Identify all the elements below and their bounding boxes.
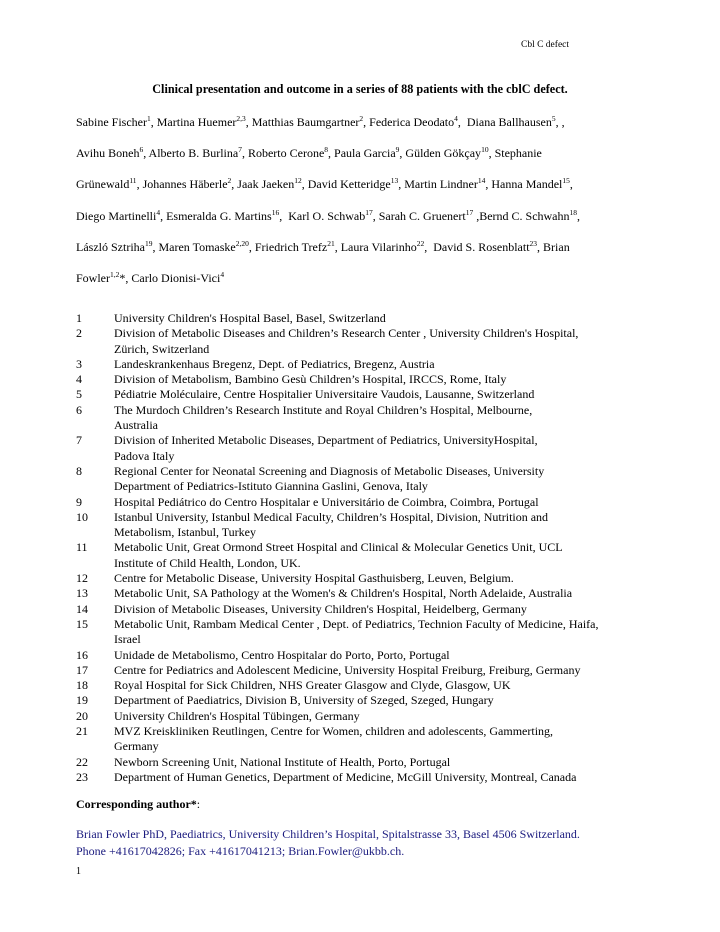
affiliation-line: Metabolism, Istanbul, Turkey <box>114 525 257 540</box>
contact-phone-email: Phone +41617042826; Fax +41617041213; Brian.Fowler@ukbb.ch. <box>76 844 405 858</box>
paper-title: Clinical presentation and outcome in a series of 88 patients with the cblC defect. <box>152 82 568 96</box>
affiliation-superscript: 22 <box>416 238 425 248</box>
affiliation-number: 20 <box>76 708 88 723</box>
affiliation-superscript: 4 <box>220 269 225 279</box>
affiliation-text <box>114 770 666 785</box>
author-name: Alberto B. Burlina <box>148 146 239 161</box>
affiliation-superscript: 10 <box>481 145 489 155</box>
affiliation-item <box>76 617 666 648</box>
corresponding-label-text: Corresponding author* <box>76 797 197 811</box>
affiliation-superscript: 2 <box>359 114 364 123</box>
author-separator: , <box>150 115 157 129</box>
affiliation-number: 19 <box>76 693 88 708</box>
affiliation-number: 3 <box>76 356 82 371</box>
affiliation-line: Istanbul University, Istanbul Medical Faculty, Children’s Hospital, Division, Nutrition and <box>114 509 549 524</box>
affiliation-item <box>76 311 666 326</box>
affiliation-line: Metabolic Unit, SA Pathology at the Women's & Children's Hospital, North Adelaide, Australia <box>114 586 573 601</box>
affiliation-text <box>114 663 666 678</box>
author-name: Johannes Häberle <box>142 177 228 192</box>
corresponding-author-label <box>76 797 200 812</box>
affiliation-number: 9 <box>76 494 82 509</box>
author-line <box>76 107 666 138</box>
affiliation-number: 23 <box>76 769 88 784</box>
affiliation-text <box>114 357 666 372</box>
affiliation-item <box>76 648 666 663</box>
author-name: Laura Vilarinho <box>340 239 417 254</box>
author-separator: , <box>488 146 495 161</box>
affiliation-text <box>114 586 666 601</box>
affiliation-superscript: 14 <box>477 176 486 186</box>
author-separator: , <box>424 239 434 254</box>
author-separator: , <box>363 115 370 129</box>
affiliation-text <box>114 678 666 693</box>
author-name: Matthias Baumgartner <box>251 115 360 129</box>
affiliation-superscript: 17 <box>365 207 373 217</box>
affiliation-text <box>114 311 666 326</box>
affiliation-item <box>76 387 666 402</box>
author-separator: , <box>301 177 308 192</box>
author-separator: , <box>334 239 341 254</box>
author-separator: , , <box>555 115 565 129</box>
affiliation-superscript: 6 <box>139 145 144 155</box>
affiliation-item <box>76 357 666 372</box>
affiliation-line: Division of Metabolic Diseases and Children’s Research Center , University Children's Hospital, <box>114 326 579 341</box>
affiliation-superscript: 8 <box>324 145 329 155</box>
author-name: Carlo Dionisi-Vici <box>131 270 221 285</box>
affiliation-item <box>76 663 666 678</box>
affiliation-superscript: 9 <box>395 145 400 155</box>
affiliation-text <box>114 693 666 708</box>
affiliation-superscript: 18 <box>569 207 578 217</box>
affiliation-text <box>114 648 666 663</box>
author-name: László Sztriha <box>76 239 145 254</box>
affiliation-line: Division of Metabolic Diseases, University Children's Hospital, Heidelberg, Germany <box>114 601 527 616</box>
author-separator: , <box>279 208 289 223</box>
affiliation-line: University Children's Hospital Tübingen, Germany <box>114 708 360 723</box>
affiliation-superscript: 4 <box>454 114 458 123</box>
affiliation-number: 17 <box>76 662 88 677</box>
author-separator: , <box>473 208 480 223</box>
author-name: Sarah C. Gruenert <box>378 208 466 223</box>
affiliation-number: 5 <box>76 387 82 402</box>
affiliation-text <box>114 617 666 648</box>
affiliation-superscript: 17 <box>465 207 474 217</box>
affiliation-superscript: 1,2 <box>110 269 120 279</box>
affiliation-line: Department of Paediatrics, Division B, University of Szeged, Szeged, Hungary <box>114 693 494 708</box>
affiliation-superscript: 13 <box>390 176 399 186</box>
affiliation-superscript: 16 <box>271 207 280 217</box>
affiliation-text <box>114 602 666 617</box>
affiliation-superscript: 12 <box>294 176 302 186</box>
author-separator: , <box>485 177 492 192</box>
author-name: Federica Deodato <box>369 115 455 129</box>
author-separator: , <box>231 177 238 192</box>
affiliation-line: Centre for Metabolic Disease, University Hospital Gasthuisberg, Leuven, Belgium. <box>114 571 514 586</box>
affiliation-text <box>114 433 666 464</box>
author-line <box>76 201 666 232</box>
affiliation-item <box>76 678 666 693</box>
author-separator: , <box>160 208 167 223</box>
affiliation-text <box>114 709 666 724</box>
affiliation-list <box>76 311 666 785</box>
affiliation-item <box>76 403 666 434</box>
page-number: 1 <box>76 866 81 877</box>
author-name: Hanna Mandel <box>491 177 563 192</box>
affiliation-line: Newborn Screening Unit, National Institute of Health, Porto, Portugal <box>114 754 451 769</box>
author-line <box>76 232 666 263</box>
affiliation-line: Division of Metabolism, Bambino Gesù Children’s Hospital, IRCCS, Rome, Italy <box>114 372 507 387</box>
affiliation-number: 12 <box>76 571 88 586</box>
affiliation-item <box>76 709 666 724</box>
affiliation-line: Department of Human Genetics, Department of Medicine, McGill University, Montreal, Canada <box>114 769 577 784</box>
affiliation-superscript: 2,20 <box>235 238 249 248</box>
affiliation-line: Pédiatrie Moléculaire, Centre Hospitalier Universitaire Vaudois, Lausanne, Switzerland <box>114 387 535 402</box>
author-name: Fowler <box>76 270 110 285</box>
affiliation-number: 4 <box>76 372 82 387</box>
author-name: Sabine Fischer <box>76 115 147 129</box>
affiliation-line: Department of Pediatrics-Istituto Giannina Gaslini, Genova, Italy <box>114 479 428 494</box>
author-separator: , <box>248 239 255 254</box>
affiliation-text <box>114 540 666 571</box>
author-name: Karl O. Schwab <box>288 208 366 223</box>
affiliation-text <box>114 495 666 510</box>
affiliation-item <box>76 571 666 586</box>
affiliation-number: 1 <box>76 311 82 325</box>
affiliation-number: 14 <box>76 601 88 616</box>
affiliation-line: Hospital Pediátrico do Centro Hospitalar e Universitário de Coimbra, Coimbra, Portugal <box>114 494 539 509</box>
affiliation-number: 10 <box>76 509 88 524</box>
author-name: Paula Garcia <box>334 146 396 161</box>
author-separator: , <box>136 177 143 192</box>
author-line <box>76 138 666 169</box>
affiliation-line: Division of Inherited Metabolic Diseases, Department of Pediatrics, UniversityHospital, <box>114 433 538 448</box>
affiliation-item <box>76 770 666 785</box>
affiliation-superscript: 11 <box>129 176 137 186</box>
affiliation-item <box>76 755 666 770</box>
author-name: Friedrich Trefz <box>254 239 328 254</box>
contact-address: Brian Fowler PhD, Paediatrics, University Children’s Hospital, Spitalstrasse 33, Basel 4506 Switzerland. <box>76 827 580 841</box>
author-name: Grünewald <box>76 177 130 192</box>
author-separator: *, <box>119 270 132 285</box>
affiliation-superscript: 2,3 <box>236 114 246 123</box>
author-name: Jaak Jaeken <box>237 177 295 192</box>
affiliation-line: Israel <box>114 632 141 647</box>
affiliation-line: University Children's Hospital Basel, Basel, Switzerland <box>114 311 386 325</box>
affiliation-superscript: 15 <box>562 176 570 186</box>
affiliation-line: Metabolic Unit, Great Ormond Street Hospital and Clinical & Molecular Genetics Unit, UCL <box>114 540 563 555</box>
author-name: Esmeralda G. Martins <box>166 208 272 223</box>
affiliation-item <box>76 372 666 387</box>
affiliation-number: 2 <box>76 326 82 341</box>
author-name: Martin Lindner <box>404 177 478 192</box>
author-list <box>76 107 666 294</box>
author-name: Stephanie <box>494 146 542 161</box>
running-head: Cbl C defect <box>521 40 570 50</box>
affiliation-line: Regional Center for Neonatal Screening and Diagnosis of Metabolic Diseases, University <box>114 463 545 478</box>
affiliation-line: Landeskrankenhaus Bregenz, Dept. of Pediatrics, Bregenz, Austria <box>114 356 435 371</box>
affiliation-item <box>76 495 666 510</box>
affiliation-text <box>114 724 666 755</box>
affiliation-number: 22 <box>76 754 88 769</box>
affiliation-text <box>114 464 666 495</box>
affiliation-line: The Murdoch Children’s Research Institute and Royal Children’s Hospital, Melbourne, <box>114 402 533 417</box>
author-separator: , <box>372 208 379 223</box>
affiliation-superscript: 23 <box>529 238 538 248</box>
affiliation-superscript: 2 <box>227 176 232 186</box>
author-separator: , <box>143 146 149 161</box>
affiliation-superscript: 1 <box>147 114 151 123</box>
author-name: Gülden Gökçay <box>405 146 482 161</box>
author-separator: , <box>241 146 248 161</box>
affiliation-text <box>114 326 666 357</box>
author-separator: , <box>328 146 335 161</box>
affiliation-superscript: 7 <box>238 145 242 155</box>
affiliation-line: Germany <box>114 739 159 754</box>
author-name: David S. Rosenblatt <box>433 239 530 254</box>
affiliation-number: 6 <box>76 402 82 417</box>
affiliation-number: 13 <box>76 586 88 601</box>
affiliation-number: 15 <box>76 616 88 631</box>
affiliation-text <box>114 372 666 387</box>
affiliation-text <box>114 387 666 402</box>
affiliation-item <box>76 724 666 755</box>
affiliation-line: Royal Hospital for Sick Children, NHS Greater Glasgow and Clyde, Glasgow, UK <box>114 678 511 693</box>
author-separator: , <box>245 115 252 129</box>
affiliation-superscript: 19 <box>144 238 153 248</box>
affiliation-number: 16 <box>76 647 88 662</box>
affiliation-line: Centre for Pediatrics and Adolescent Medicine, University Hospital Freiburg, Freiburg, Germany <box>114 662 581 677</box>
affiliation-text <box>114 755 666 770</box>
corresponding-author-contact <box>76 826 676 860</box>
affiliation-item <box>76 586 666 601</box>
corresponding-label-colon: : <box>196 797 201 811</box>
affiliation-superscript: 4 <box>156 207 161 217</box>
affiliation-superscript: 21 <box>327 238 335 248</box>
affiliation-text <box>114 403 666 434</box>
author-separator: , <box>569 177 573 192</box>
affiliation-number: 7 <box>76 433 82 448</box>
affiliation-superscript: 5 <box>551 114 556 123</box>
author-name: Diego Martinelli <box>76 208 157 223</box>
author-name: Martina Huemer <box>156 115 237 129</box>
author-separator: , <box>577 208 581 223</box>
author-separator: , <box>537 239 544 254</box>
author-separator: , <box>457 115 467 129</box>
author-separator: , <box>152 239 159 254</box>
author-name: Brian <box>543 239 570 254</box>
affiliation-line: Zürich, Switzerland <box>114 341 210 356</box>
author-name: Diana Ballhausen <box>466 115 552 129</box>
author-name: David Ketteridge <box>307 177 391 192</box>
author-name: Maren Tomaske <box>158 239 236 254</box>
affiliation-line: Metabolic Unit, Rambam Medical Center , Dept. of Pediatrics, Technion Faculty of Medicine, Haifa, <box>114 616 599 631</box>
author-line <box>76 263 666 294</box>
affiliation-item <box>76 510 666 541</box>
affiliation-number: 21 <box>76 724 88 739</box>
affiliation-number: 8 <box>76 463 82 478</box>
author-separator: , <box>398 177 405 192</box>
affiliation-text <box>114 571 666 586</box>
affiliation-text <box>114 510 666 541</box>
affiliation-number: 18 <box>76 678 88 693</box>
affiliation-item <box>76 540 666 571</box>
affiliation-line: Unidade de Metabolismo, Centro Hospitalar do Porto, Porto, Portugal <box>114 647 450 662</box>
affiliation-item <box>76 326 666 357</box>
affiliation-line: MVZ Kreiskliniken Reutlingen, Centre for Women, children and adolescents, Gammerting, <box>114 724 554 739</box>
affiliation-line: Institute of Child Health, London, UK. <box>114 555 301 570</box>
author-line <box>76 169 666 200</box>
affiliation-line: Padova Italy <box>114 448 175 463</box>
author-name: Bernd C. Schwahn <box>479 208 570 223</box>
affiliation-item <box>76 602 666 617</box>
author-name: Roberto Cerone <box>247 146 325 161</box>
author-name: Avihu Boneh <box>76 146 140 161</box>
affiliation-item <box>76 464 666 495</box>
affiliation-line: Australia <box>114 418 158 433</box>
affiliation-item <box>76 693 666 708</box>
affiliation-item <box>76 433 666 464</box>
affiliation-number: 11 <box>76 540 88 555</box>
author-separator: , <box>399 146 406 161</box>
